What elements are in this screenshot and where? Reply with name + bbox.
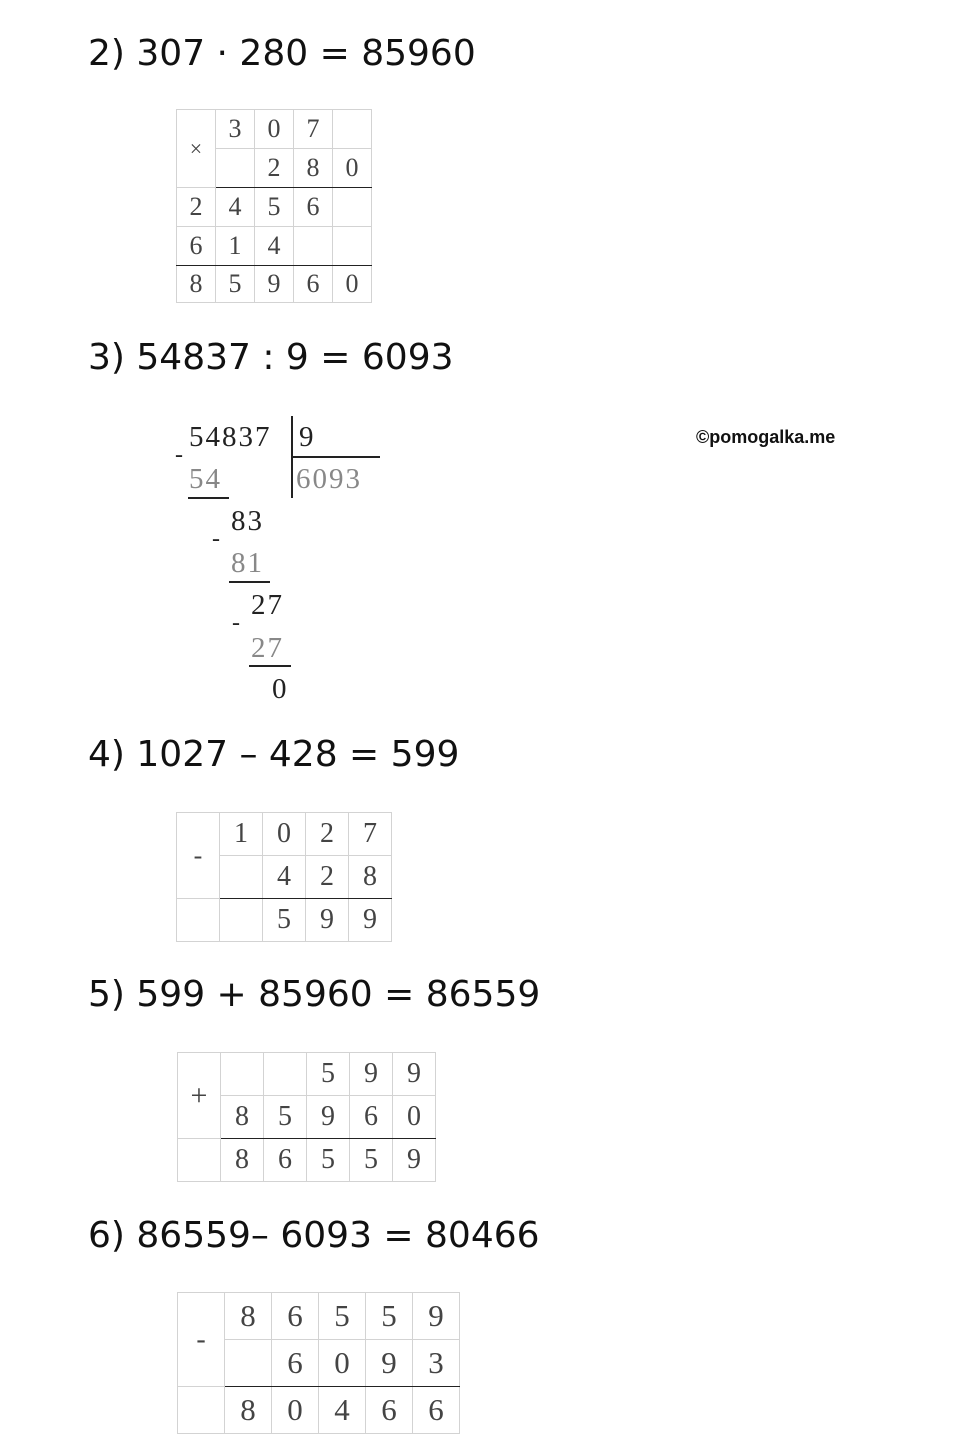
grid-cell: 6	[366, 1387, 413, 1434]
division-underline	[249, 665, 291, 667]
grid-cell: 5	[255, 188, 294, 227]
watermark: ©pomogalka.me	[696, 427, 836, 447]
grid-cell: 4	[255, 227, 294, 266]
grid-cell	[333, 227, 372, 266]
grid-cell: 9	[366, 1340, 413, 1387]
grid-cell: 0	[263, 813, 306, 856]
grid-cell	[178, 1139, 221, 1182]
grid-cell: 5	[263, 899, 306, 942]
grid-cell: 0	[333, 149, 372, 188]
grid-cell: 4	[263, 856, 306, 899]
subtraction-grid-1	[176, 812, 392, 942]
grid-cell: 9	[393, 1139, 436, 1182]
grid-cell: 0	[319, 1340, 366, 1387]
division-remainder: 27	[251, 589, 284, 621]
multiplication-grid	[176, 109, 372, 303]
grid-cell: 6	[272, 1340, 319, 1387]
grid-cell: 2	[306, 813, 349, 856]
heading-addition: 5) 599 + 85960 = 86559	[88, 974, 541, 1015]
division-underline	[188, 497, 229, 499]
grid-cell: 6	[413, 1387, 460, 1434]
grid-cell	[220, 856, 263, 899]
grid-cell: 0	[393, 1096, 436, 1139]
grid-cell: 0	[333, 266, 372, 303]
grid-cell: 5	[216, 266, 255, 303]
grid-cell: 0	[255, 110, 294, 149]
grid-cell: 1	[216, 227, 255, 266]
grid-cell: 6	[350, 1096, 393, 1139]
multiply-sign: ×	[177, 110, 216, 188]
grid-cell: 5	[319, 1293, 366, 1340]
grid-cell: 5	[307, 1139, 350, 1182]
grid-cell: 9	[307, 1096, 350, 1139]
grid-cell	[333, 110, 372, 149]
minus-sign: -	[177, 813, 220, 899]
division-minus-sign: -	[212, 526, 222, 552]
division-quotient: 6093	[296, 463, 362, 495]
division-dividend: 54837	[189, 421, 272, 453]
grid-cell: 8	[225, 1293, 272, 1340]
grid-cell: 9	[350, 1053, 393, 1096]
grid-cell: 5	[366, 1293, 413, 1340]
grid-cell: 9	[349, 899, 392, 942]
heading-subtraction-1: 4) 1027 – 428 = 599	[88, 734, 460, 775]
grid-cell: 8	[294, 149, 333, 188]
grid-cell	[264, 1053, 307, 1096]
addition-grid	[177, 1052, 436, 1182]
grid-cell	[225, 1340, 272, 1387]
grid-cell: 8	[221, 1096, 264, 1139]
division-remainder: 83	[231, 505, 264, 537]
grid-cell: 9	[255, 266, 294, 303]
grid-cell: 5	[307, 1053, 350, 1096]
grid-cell: 4	[216, 188, 255, 227]
grid-cell	[177, 899, 220, 942]
grid-cell: 2	[306, 856, 349, 899]
grid-cell	[221, 1053, 264, 1096]
grid-cell: 6	[264, 1139, 307, 1182]
grid-cell: 4	[319, 1387, 366, 1434]
division-subtrahend: 81	[231, 547, 264, 579]
grid-cell: 7	[349, 813, 392, 856]
grid-cell: 8	[225, 1387, 272, 1434]
division-quotient-bar	[291, 456, 380, 458]
division-final-remainder: 0	[272, 673, 289, 705]
division-divisor: 9	[299, 421, 316, 453]
grid-cell: 3	[216, 110, 255, 149]
grid-cell: 0	[272, 1387, 319, 1434]
grid-cell: 6	[294, 266, 333, 303]
heading-subtraction-2: 6) 86559– 6093 = 80466	[88, 1215, 540, 1256]
grid-cell: 3	[413, 1340, 460, 1387]
grid-cell: 2	[177, 188, 216, 227]
heading-division: 3) 54837 : 9 = 6093	[88, 337, 454, 378]
division-underline	[229, 581, 270, 583]
division-minus-sign: -	[175, 442, 185, 468]
grid-cell: 9	[393, 1053, 436, 1096]
grid-cell: 7	[294, 110, 333, 149]
grid-cell	[216, 149, 255, 188]
grid-cell: 8	[177, 266, 216, 303]
minus-sign: -	[178, 1293, 225, 1387]
grid-cell: 9	[413, 1293, 460, 1340]
plus-sign: +	[178, 1053, 221, 1139]
grid-cell: 6	[177, 227, 216, 266]
grid-cell: 9	[306, 899, 349, 942]
grid-cell	[178, 1387, 225, 1434]
grid-cell: 6	[294, 188, 333, 227]
grid-cell: 2	[255, 149, 294, 188]
division-subtrahend: 27	[251, 632, 284, 664]
grid-cell: 5	[264, 1096, 307, 1139]
grid-cell	[294, 227, 333, 266]
grid-cell: 6	[272, 1293, 319, 1340]
division-minus-sign: -	[232, 610, 242, 636]
grid-cell: 5	[350, 1139, 393, 1182]
subtraction-grid-2	[177, 1292, 460, 1434]
division-subtrahend: 54	[189, 463, 222, 495]
grid-cell: 1	[220, 813, 263, 856]
grid-cell	[333, 188, 372, 227]
heading-multiplication: 2) 307 · 280 = 85960	[88, 33, 476, 74]
grid-cell: 8	[221, 1139, 264, 1182]
grid-cell	[220, 899, 263, 942]
grid-cell: 8	[349, 856, 392, 899]
